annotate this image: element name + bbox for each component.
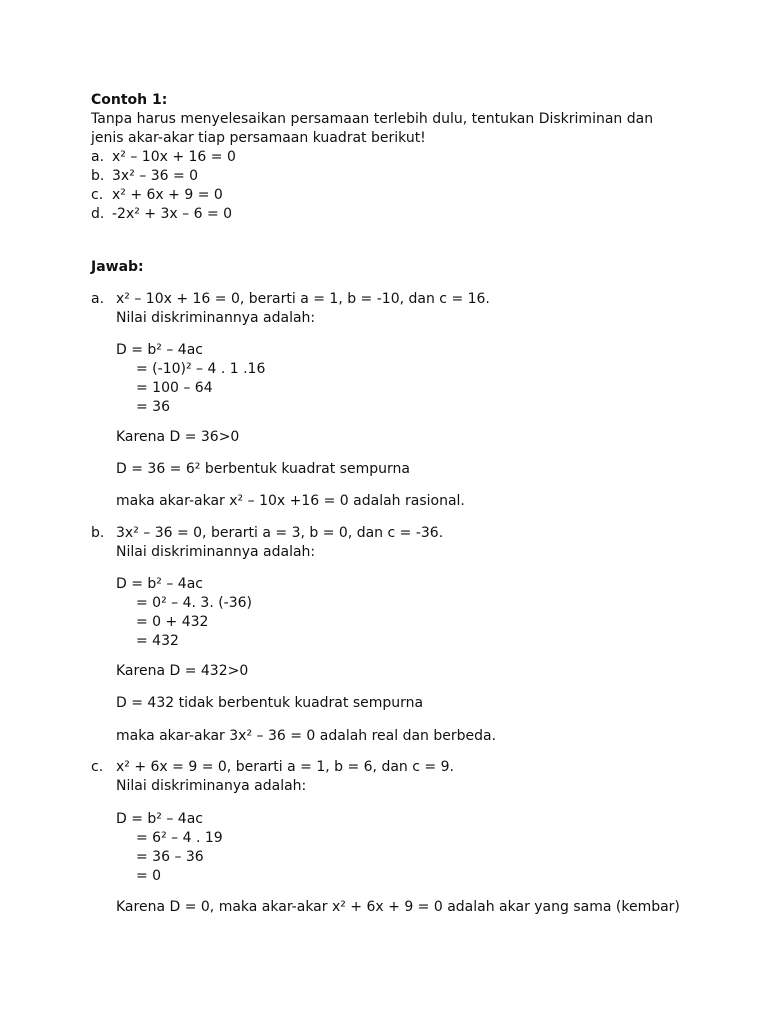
part-b-note-3: maka akar-akar 3x² – 36 = 0 adalah real dan berbeda. bbox=[116, 728, 497, 744]
part-c-step-3: = 36 – 36 bbox=[136, 849, 204, 865]
part-b-step-1: D = b² – 4ac bbox=[116, 576, 203, 592]
question-item-c bbox=[91, 186, 223, 205]
part-a-statement: x² – 10x + 16 = 0, berarti a = 1, b = -10, dan c = 16. bbox=[116, 291, 490, 307]
part-a-label: a. bbox=[91, 291, 105, 307]
item-equation: 3x² – 36 = 0 bbox=[112, 168, 199, 184]
part-a-note-1: Karena D = 36>0 bbox=[116, 429, 240, 445]
part-b-step-4: = 432 bbox=[136, 633, 179, 649]
item-equation: x² + 6x + 9 = 0 bbox=[112, 187, 223, 203]
part-a-note-2: D = 36 = 6² berbentuk kuadrat sempurna bbox=[116, 461, 410, 477]
part-c-label: c. bbox=[91, 759, 104, 775]
item-equation: -2x² + 3x – 6 = 0 bbox=[112, 206, 233, 222]
part-c-intro: Nilai diskriminanya adalah: bbox=[116, 778, 307, 794]
part-a-note-3: maka akar-akar x² – 10x +16 = 0 adalah rasional. bbox=[116, 493, 465, 509]
part-a-step-4: = 36 bbox=[136, 399, 170, 415]
instruction-line-1: Tanpa harus menyelesaikan persamaan terlebih dulu, tentukan Diskriminan dan bbox=[91, 111, 654, 127]
part-a-step-2: = (-10)² – 4 . 1 .16 bbox=[136, 361, 266, 377]
part-c-statement: x² + 6x = 9 = 0, berarti a = 1, b = 6, dan c = 9. bbox=[116, 759, 454, 775]
question-item-b bbox=[91, 167, 198, 186]
part-c-note-1: Karena D = 0, maka akar-akar x² + 6x + 9 = 0 adalah akar yang sama (kembar) bbox=[116, 899, 680, 915]
part-a-step-3: = 100 – 64 bbox=[136, 380, 213, 396]
part-b-label: b. bbox=[91, 525, 105, 541]
part-b-step-2: = 0² – 4. 3. (-36) bbox=[136, 595, 253, 611]
item-label: a. bbox=[91, 149, 105, 165]
part-c-step-4: = 0 bbox=[136, 868, 162, 884]
part-c-step-1: D = b² – 4ac bbox=[116, 811, 203, 827]
example-title: Contoh 1: bbox=[91, 92, 168, 108]
part-b-intro: Nilai diskriminannya adalah: bbox=[116, 544, 316, 560]
part-a-step-1: D = b² – 4ac bbox=[116, 342, 203, 358]
part-b-note-1: Karena D = 432>0 bbox=[116, 663, 249, 679]
question-item-a bbox=[91, 148, 236, 167]
part-b-step-3: = 0 + 432 bbox=[136, 614, 209, 630]
item-label: c. bbox=[91, 187, 104, 203]
part-c-step-2: = 6² – 4 . 19 bbox=[136, 830, 223, 846]
item-label: b. bbox=[91, 168, 105, 184]
instruction-line-2: jenis akar-akar tiap persamaan kuadrat berikut! bbox=[91, 130, 426, 146]
item-equation: x² – 10x + 16 = 0 bbox=[112, 149, 236, 165]
part-b-statement: 3x² – 36 = 0, berarti a = 3, b = 0, dan c = -36. bbox=[116, 525, 444, 541]
part-b-note-2: D = 432 tidak berbentuk kuadrat sempurna bbox=[116, 695, 424, 711]
answer-title: Jawab: bbox=[91, 259, 144, 275]
part-a-intro: Nilai diskriminannya adalah: bbox=[116, 310, 316, 326]
question-item-d bbox=[91, 205, 232, 224]
item-label: d. bbox=[91, 206, 105, 222]
